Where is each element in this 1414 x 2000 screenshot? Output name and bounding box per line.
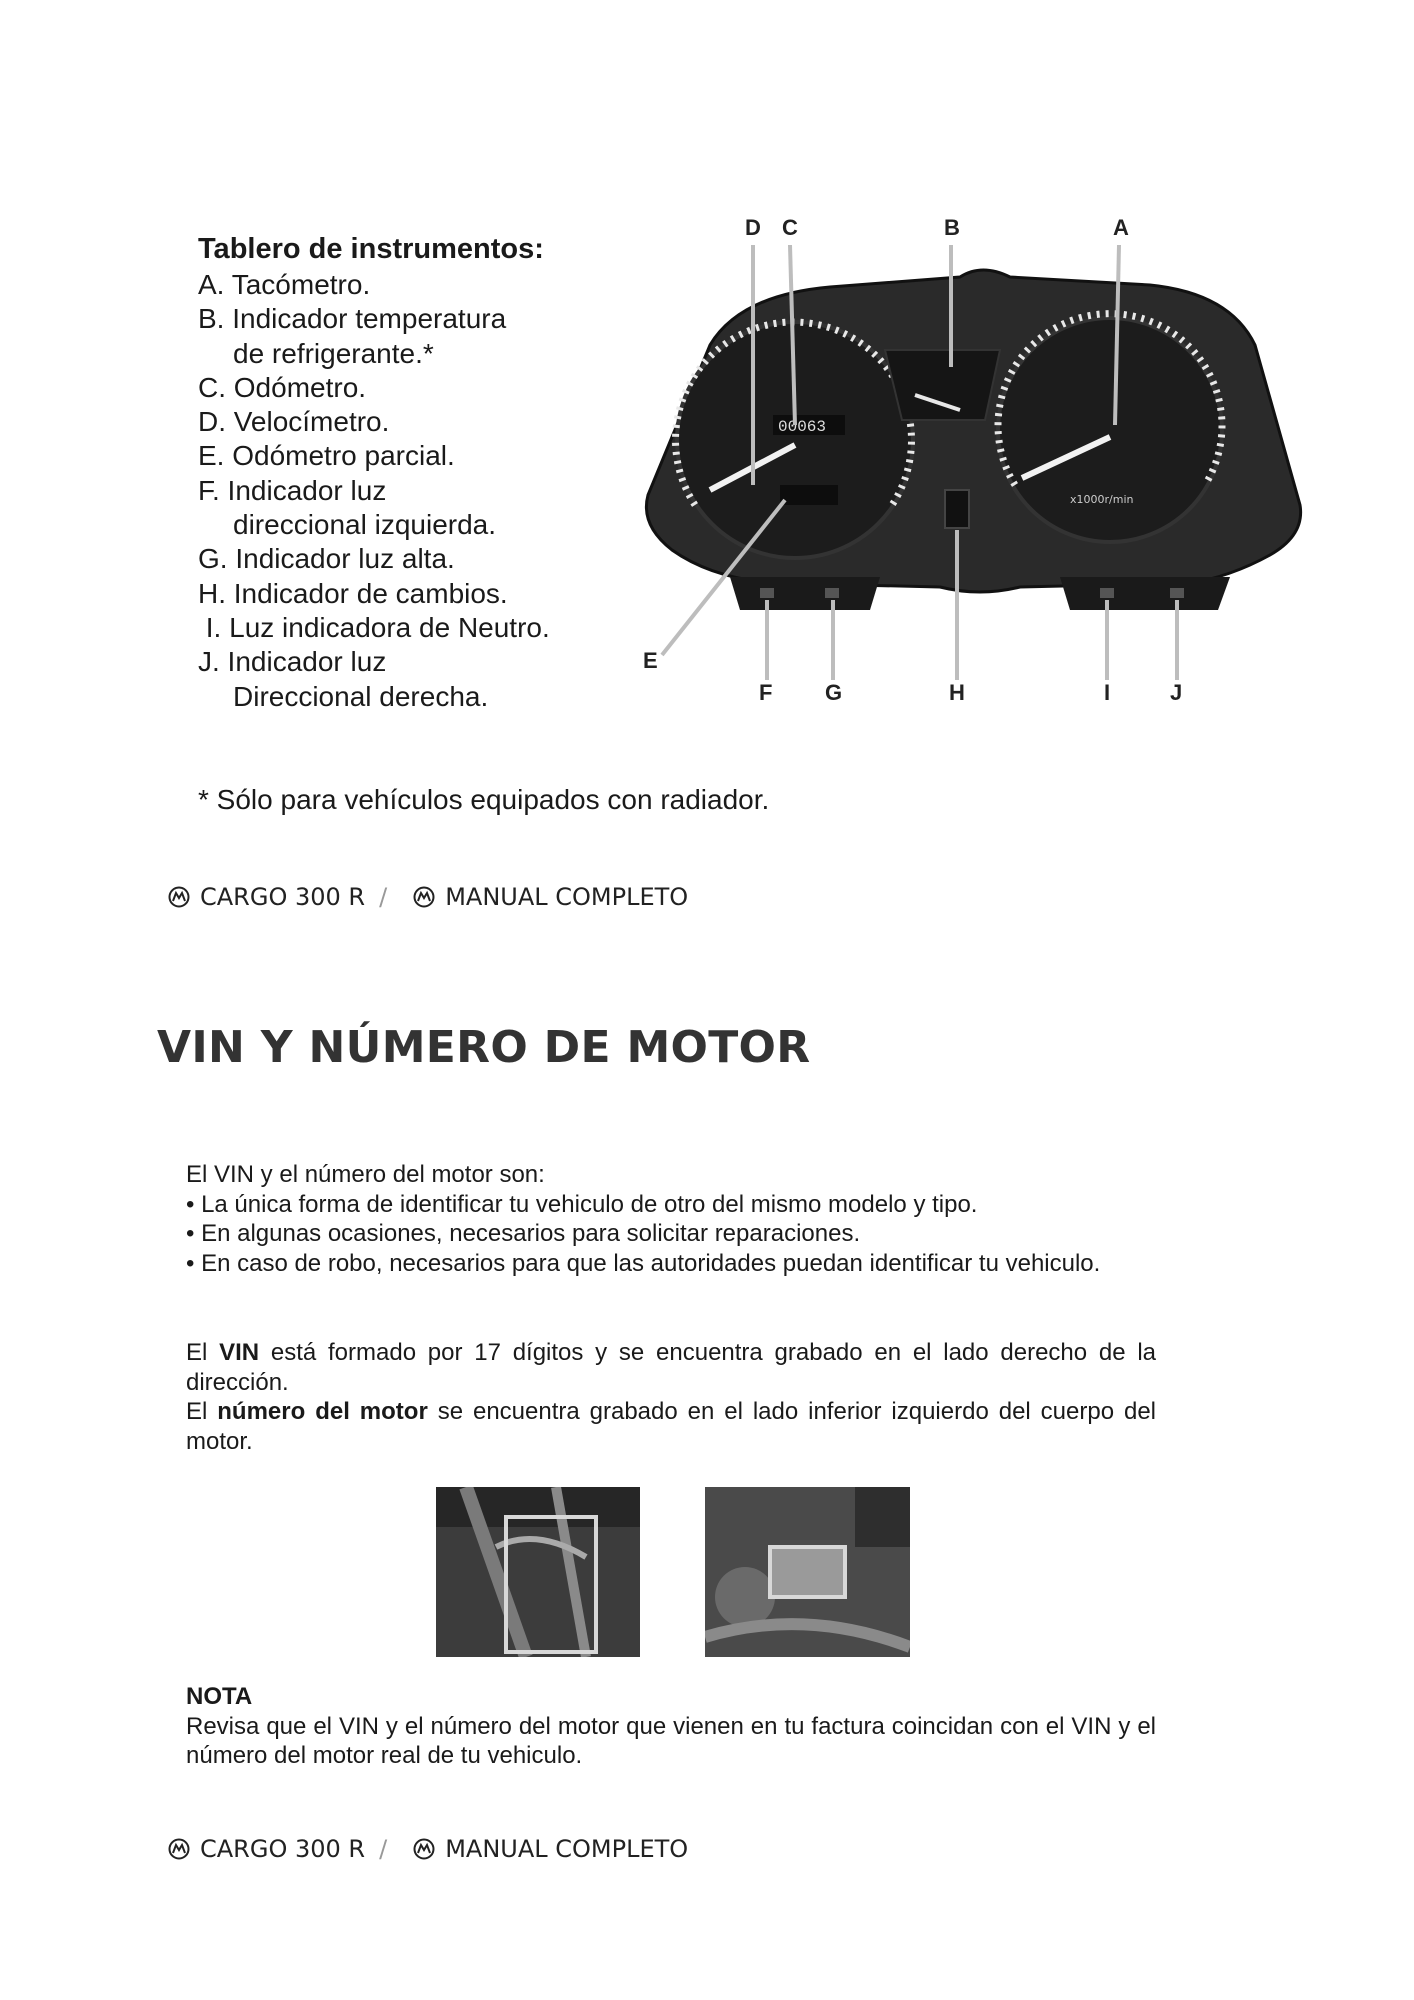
odometer-value: 00063 — [778, 418, 827, 436]
legend-item: direccional izquierda. — [233, 509, 497, 541]
label-g: G — [825, 680, 843, 705]
legend-item: H. Indicador de cambios. — [198, 577, 508, 609]
legend-list — [198, 268, 550, 714]
section-title: VIN Y NÚMERO DE MOTOR — [157, 1022, 811, 1073]
breadcrumb-manual-link[interactable]: MANUAL COMPLETO — [445, 1835, 689, 1863]
brand-logo-icon[interactable] — [168, 886, 190, 908]
legend-item: J. Indicador luz — [198, 646, 387, 678]
label-e: E — [643, 648, 658, 673]
bullet-item: • En algunas ocasiones, necesarios para solicitar reparaciones. — [186, 1220, 861, 1247]
vin-intro-block — [186, 1160, 1156, 1278]
rpm-unit: x1000r/min — [1070, 493, 1134, 506]
gear-indicator — [945, 490, 969, 528]
brand-logo-icon[interactable] — [413, 1838, 435, 1860]
motor-term: número del motor — [217, 1398, 428, 1425]
label-c: C — [782, 215, 798, 240]
legend-item: C. Odómetro. — [198, 371, 367, 403]
left-turn-lamp — [760, 588, 774, 598]
vin-description: está formado por 17 dígitos y se encuentra grabado en el lado derecho de la dirección. — [186, 1339, 1157, 1396]
breadcrumb-model-link[interactable]: CARGO 300 R — [200, 1835, 366, 1863]
breadcrumb-model-link[interactable]: CARGO 300 R — [200, 883, 366, 911]
legend-item: B. Indicador temperatura — [198, 303, 507, 335]
tachometer-dial — [998, 318, 1222, 542]
legend-item: F. Indicador luz — [198, 474, 387, 506]
legend-item: D. Velocímetro. — [198, 406, 390, 438]
motor-number-highlight-box — [770, 1547, 845, 1597]
neutral-lamp — [1100, 588, 1114, 598]
label-a: A — [1113, 215, 1129, 240]
instrument-panel-diagram — [630, 205, 1330, 715]
legend-item: de refrigerante.* — [233, 337, 434, 369]
breadcrumb-separator: / — [379, 883, 388, 911]
vin-location-photo — [436, 1487, 640, 1657]
breadcrumb — [168, 1835, 688, 1863]
trip-odometer-window — [780, 485, 838, 505]
label-d: D — [745, 215, 761, 240]
left-indicator-strip — [730, 577, 880, 610]
motor-prefix: El — [186, 1398, 218, 1425]
motor-number-photo — [705, 1487, 910, 1657]
nota-text: Revisa que el VIN y el número del motor que vienen en tu factura coincidan con el VIN y el número del motor real de tu vehiculo. — [186, 1712, 1156, 1769]
motor-description: se encuentra grabado en el lado inferior izquierdo del cuerpo del motor. — [186, 1398, 1156, 1455]
brand-logo-icon[interactable] — [413, 886, 435, 908]
brand-logo-icon[interactable] — [168, 1838, 190, 1860]
vin-paragraph — [186, 1338, 1156, 1397]
right-indicator-strip — [1060, 577, 1230, 610]
footnote: * Sólo para vehículos equipados con radiador. — [198, 784, 770, 815]
nota-block — [186, 1682, 1156, 1771]
legend-item: A. Tacómetro. — [198, 269, 371, 300]
vin-term: VIN — [219, 1339, 260, 1366]
high-beam-lamp — [825, 588, 839, 598]
motor-paragraph — [186, 1397, 1156, 1456]
label-i: I — [1104, 680, 1111, 705]
intro-line: El VIN y el número del motor son: — [186, 1161, 545, 1188]
bullet-item: • La única forma de identificar tu vehiculo de otro del mismo modelo y tipo. — [186, 1190, 978, 1218]
breadcrumb-separator: / — [379, 1835, 388, 1863]
legend-title: Tablero de instrumentos: — [198, 233, 544, 265]
breadcrumb-manual-link[interactable]: MANUAL COMPLETO — [445, 883, 689, 911]
legend-item: Direccional derecha. — [233, 680, 489, 712]
temperature-gauge — [885, 350, 1000, 420]
bullet-item: • En caso de robo, necesarios para que las autoridades puedan identificar tu vehiculo. — [186, 1249, 1101, 1277]
breadcrumb — [168, 883, 688, 911]
nota-heading: NOTA — [186, 1683, 253, 1710]
label-b: B — [944, 215, 960, 240]
legend-item: I. Luz indicadora de Neutro. — [198, 611, 550, 643]
legend-item: E. Odómetro parcial. — [198, 440, 455, 472]
label-h: H — [949, 680, 965, 705]
label-f: F — [759, 680, 773, 705]
label-j: J — [1170, 680, 1183, 705]
vin-prefix: El — [186, 1339, 220, 1366]
right-turn-lamp — [1170, 588, 1184, 598]
legend-item: G. Indicador luz alta. — [198, 543, 455, 575]
